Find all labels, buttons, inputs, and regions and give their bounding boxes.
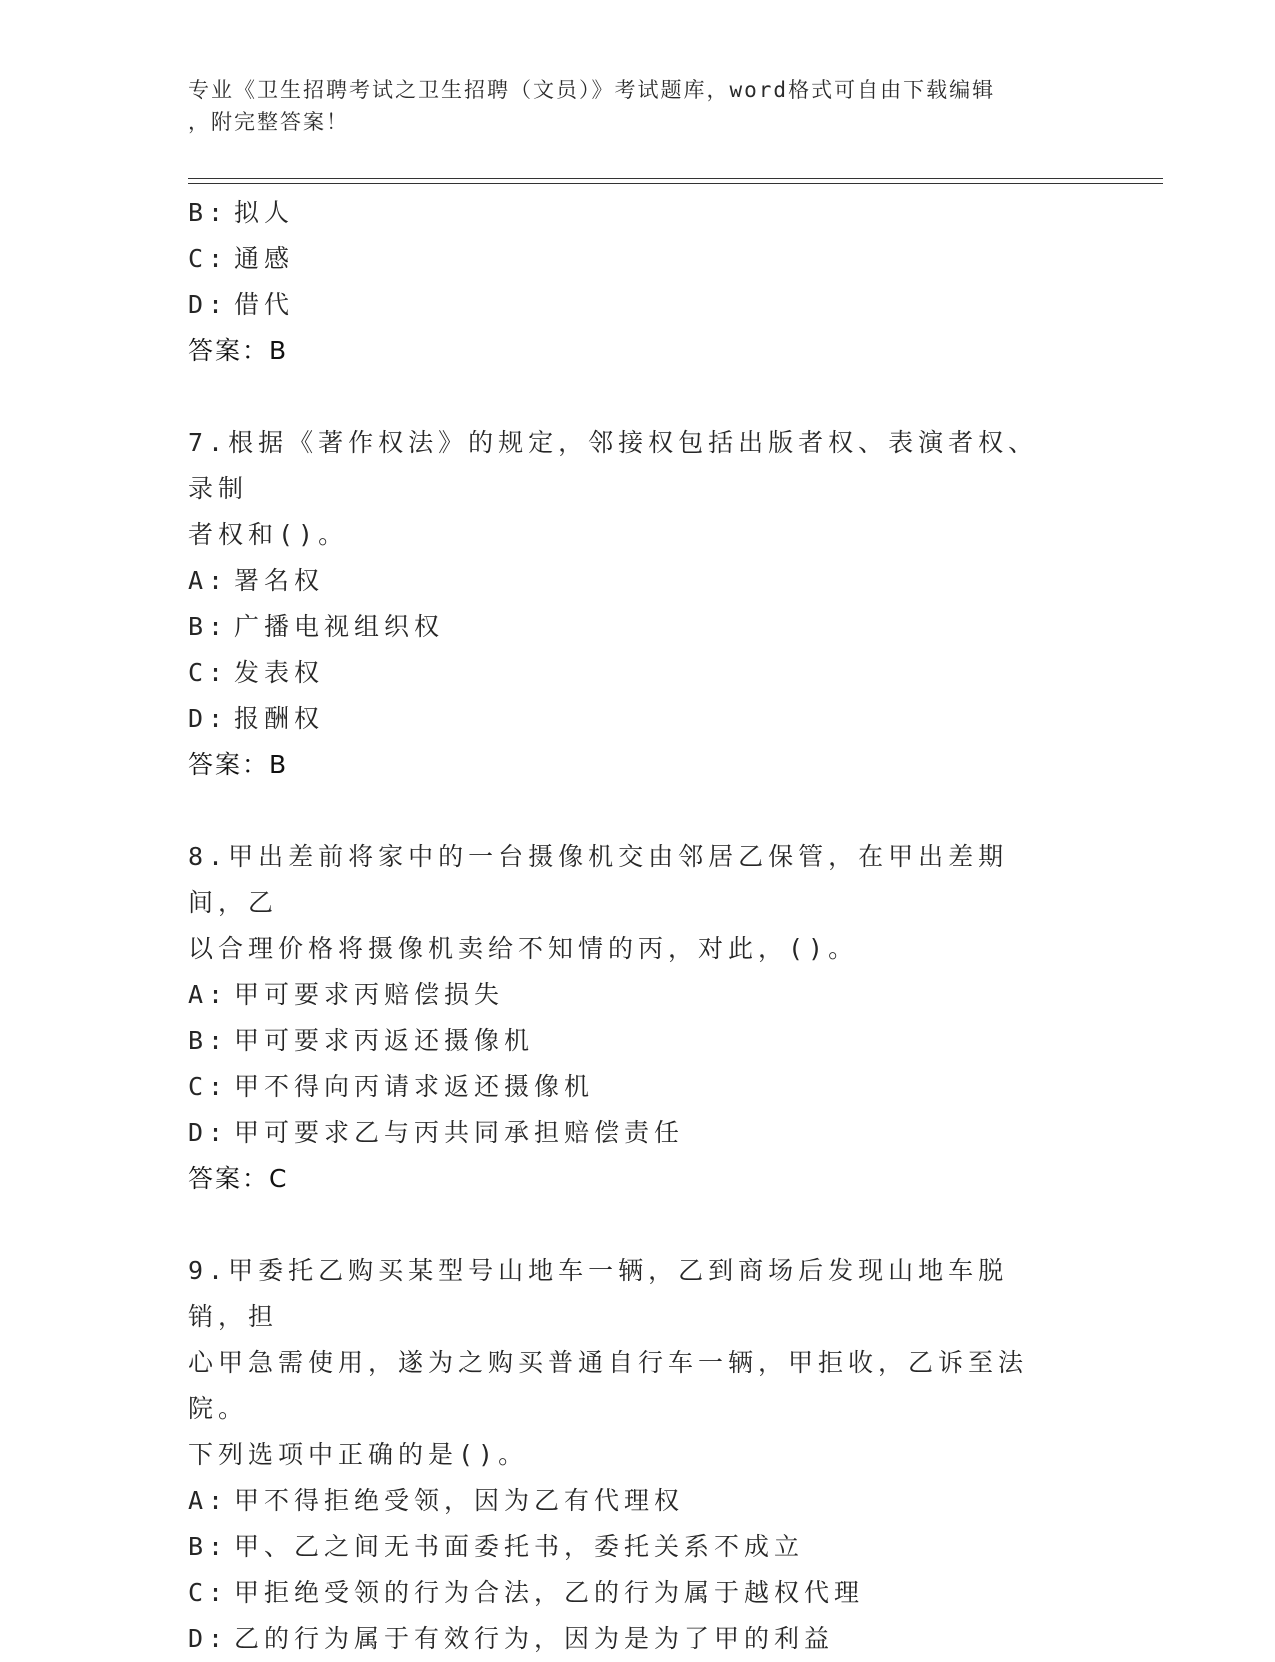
- option-key: C:: [188, 1578, 229, 1607]
- option-key: B:: [188, 1532, 229, 1561]
- option-key: D:: [188, 1624, 229, 1653]
- option-b: [188, 1018, 1088, 1064]
- option-text: 发表权: [234, 658, 325, 687]
- question-stem-line: 8.甲出差前将家中的一台摄像机交由邻居乙保管，在甲出差期间，乙: [188, 842, 1009, 917]
- option-c: [188, 1570, 1088, 1616]
- option-key: B:: [188, 198, 229, 227]
- question-stem: [188, 834, 1068, 972]
- option-text: 甲拒绝受领的行为合法，乙的行为属于越权代理: [234, 1578, 865, 1607]
- option-key: B:: [188, 612, 229, 641]
- question-8: [188, 834, 1088, 1202]
- question-stem: [188, 1248, 1068, 1478]
- option-text: 通感: [234, 244, 295, 273]
- question-7: [188, 420, 1088, 788]
- option-key: D:: [188, 1118, 229, 1147]
- option-key: C:: [188, 1072, 229, 1101]
- option-text: 甲不得拒绝受领，因为乙有代理权: [234, 1486, 685, 1515]
- option-key: C:: [188, 658, 229, 687]
- question-9: [188, 1248, 1088, 1662]
- option-key: C:: [188, 244, 229, 273]
- question-stem-line: 以合理价格将摄像机卖给不知情的丙，对此，()。: [188, 934, 859, 963]
- option-a: [188, 972, 1088, 1018]
- question-6-continuation: [188, 190, 1088, 374]
- option-a: [188, 558, 1088, 604]
- question-stem-line: 7.根据《著作权法》的规定，邻接权包括出版者权、表演者权、录制: [188, 428, 1039, 503]
- option-key: D:: [188, 290, 229, 319]
- option-text: 甲、乙之间无书面委托书，委托关系不成立: [234, 1532, 805, 1561]
- document-header: [188, 74, 1068, 138]
- option-text: 甲不得向丙请求返还摄像机: [234, 1072, 595, 1101]
- option-text: 署名权: [234, 566, 325, 595]
- option-key: A:: [188, 1486, 229, 1515]
- option-text: 拟人: [234, 198, 295, 227]
- header-line-2: ，附完整答案！: [188, 110, 349, 134]
- option-d: [188, 1110, 1088, 1156]
- header-line-1: 专业《卫生招聘考试之卫生招聘（文员）》考试题库，word格式可自由下载编辑: [188, 78, 996, 102]
- option-key: A:: [188, 980, 229, 1009]
- option-a: [188, 1478, 1088, 1524]
- question-stem: [188, 420, 1068, 558]
- option-d: [188, 282, 1088, 328]
- question-stem-line: 下列选项中正确的是()。: [188, 1440, 529, 1469]
- option-c: [188, 650, 1088, 696]
- option-text: 甲可要求丙赔偿损失: [234, 980, 505, 1009]
- header-divider-top: [188, 178, 1163, 179]
- question-stem-line: 心甲急需使用，遂为之购买普通自行车一辆，甲拒收，乙诉至法院。: [188, 1348, 1029, 1423]
- question-stem-line: 者权和()。: [188, 520, 349, 549]
- answer-label: 答案：B: [188, 750, 289, 779]
- option-b: [188, 1524, 1088, 1570]
- header-divider-bottom: [188, 183, 1163, 184]
- option-text: 借代: [234, 290, 295, 319]
- option-key: D:: [188, 704, 229, 733]
- option-b: [188, 190, 1088, 236]
- option-key: B:: [188, 1026, 229, 1055]
- answer-label: 答案：C: [188, 1164, 289, 1193]
- option-text: 乙的行为属于有效行为，因为是为了甲的利益: [234, 1624, 835, 1653]
- option-text: 甲可要求丙返还摄像机: [234, 1026, 535, 1055]
- option-d: [188, 1616, 1088, 1662]
- question-stem-line: 9.甲委托乙购买某型号山地车一辆，乙到商场后发现山地车脱销，担: [188, 1256, 1009, 1331]
- option-d: [188, 696, 1088, 742]
- option-c: [188, 236, 1088, 282]
- answer-label: 答案：B: [188, 336, 289, 365]
- option-text: 甲可要求乙与丙共同承担赔偿责任: [234, 1118, 685, 1147]
- option-text: 广播电视组织权: [234, 612, 445, 641]
- option-c: [188, 1064, 1088, 1110]
- question-list: [188, 190, 1088, 1662]
- option-b: [188, 604, 1088, 650]
- option-text: 报酬权: [234, 704, 325, 733]
- option-key: A:: [188, 566, 229, 595]
